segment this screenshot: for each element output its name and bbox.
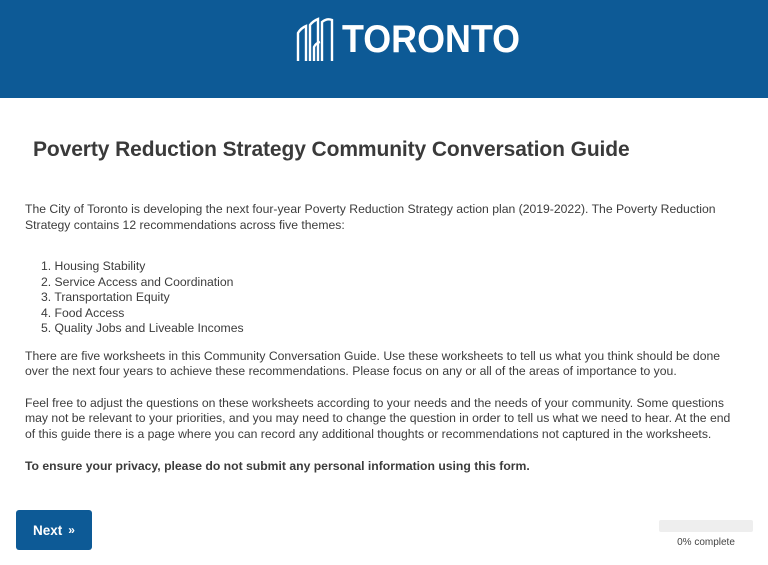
adjust-questions-paragraph: Feel free to adjust the questions on these worksheets according to your needs and the needs of your community. Some questions may not be relevant to your priorities, and you may need to change the question in order to tell us what we need to hear. At the end of this guide there is a page where you can record any additional thoughts or recommendations not captured in the worksheets. [25,395,731,441]
theme-item: 1. Housing Stability [41,259,146,273]
progress-bar [659,520,753,532]
intro-paragraph: The City of Toronto is developing the next four-year Poverty Reduction Strategy action plan (2019-2022). The Poverty Reduction Strategy contains 12 recommendations across five themes: [25,202,716,232]
theme-item: 5. Quality Jobs and Liveable Incomes [41,321,244,335]
theme-item: 4. Food Access [41,305,125,320]
logo-text: TORONTO [342,18,521,61]
next-button-label: Next [33,522,63,538]
privacy-notice: To ensure your privacy, please do not submit any personal information using this form. [25,459,530,473]
toronto-city-hall-icon [296,17,336,63]
theme-item: 3. Transportation Equity [41,290,170,304]
theme-item: 2. Service Access and Coordination [41,274,234,289]
toronto-logo[interactable] [296,12,536,68]
page-title: Poverty Reduction Strategy Community Conversation Guide [33,138,630,161]
site-header [0,0,768,98]
next-button[interactable] [16,510,92,550]
worksheets-paragraph: There are five worksheets in this Community Conversation Guide. Use these worksheets to tell us what you think should be done over the next four years to achieve these recommendations. Please focus on any or all of the areas of importance to you. [25,348,721,378]
guide-content [25,202,740,475]
progress-label: 0% complete [677,537,735,548]
double-chevron-right-icon: » [68,523,75,537]
themes-list [41,259,740,337]
